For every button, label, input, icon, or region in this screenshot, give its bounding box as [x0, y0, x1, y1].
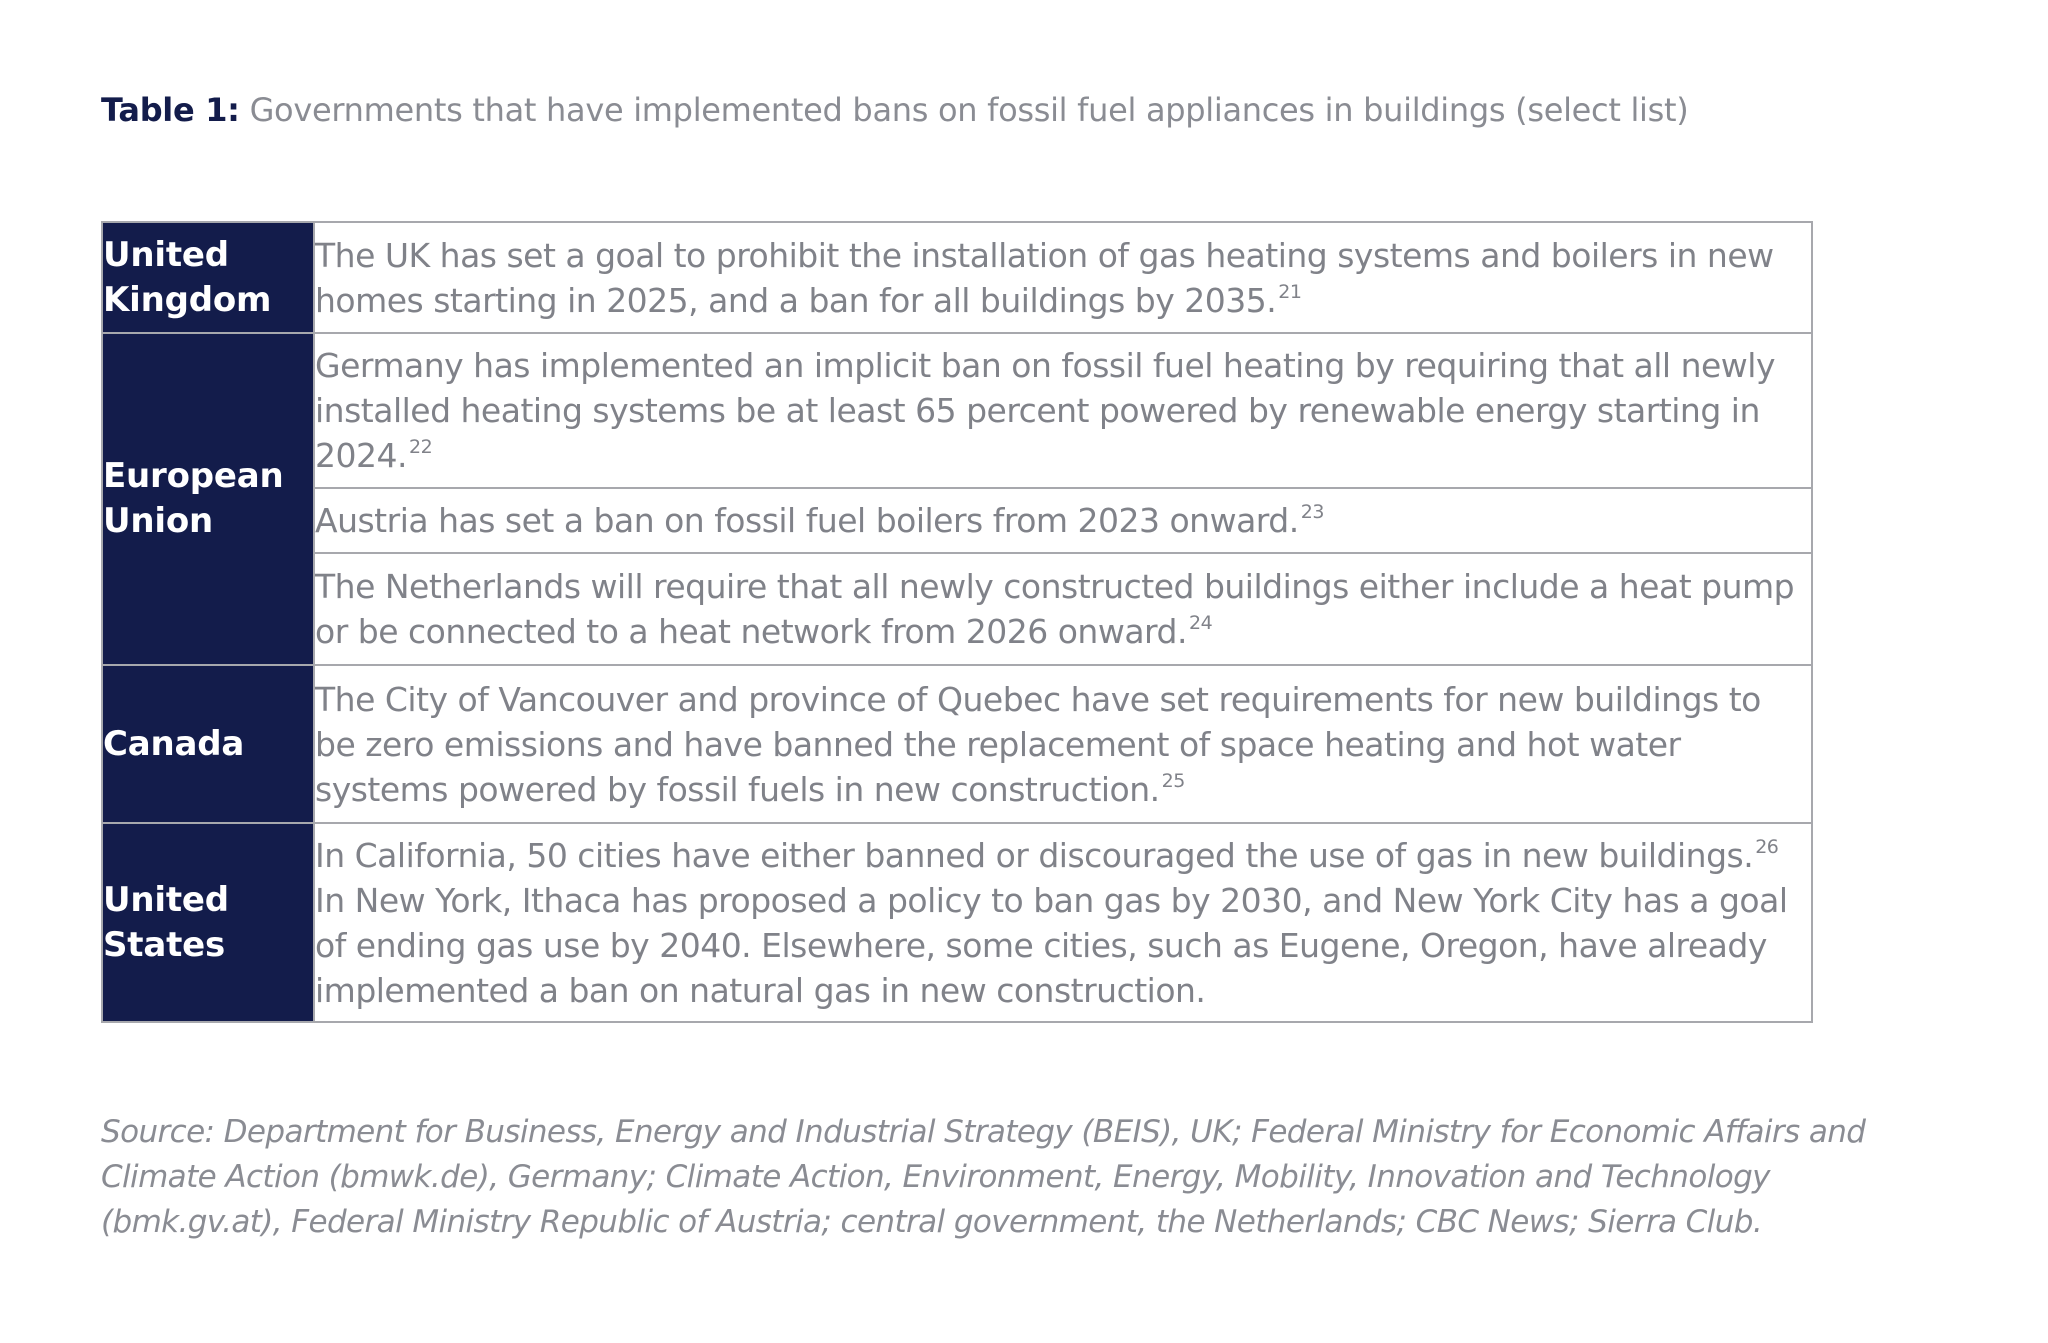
policy-text-continued: In New York, Ithaca has proposed a policy to ban gas by 2030, and New York City has a goal of ending gas use by 2040. Elsewhere, some cities, such as Eugene, Oregon, have already implemented a ban on natural gas in new construction. — [315, 880, 1788, 1010]
country-cell — [102, 665, 314, 823]
source-line: (bmk.gv.at), Federal Ministry Republic of Austria; central government, the Netherlands; CBC News; Sierra Club. — [101, 1204, 1763, 1240]
country-name-line: Union — [103, 501, 214, 541]
table-row-united-kingdom — [102, 222, 1812, 333]
policy-description-netherlands — [314, 553, 1812, 665]
source-line: Climate Action (bmwk.de), Germany; Climate Action, Environment, Energy, Mobility, Innovation and Technology — [101, 1159, 1770, 1195]
country-cell — [102, 222, 314, 333]
footnote-ref: 24 — [1188, 612, 1213, 634]
policy-description — [314, 823, 1812, 1022]
table-row-canada — [102, 665, 1812, 823]
policy-text: The Netherlands will require that all newly constructed buildings either include a heat pump or be connected to a heat network from 2026 onward. — [315, 567, 1795, 651]
policy-description-austria — [314, 488, 1812, 553]
policy-text: The UK has set a goal to prohibit the installation of gas heating systems and boilers in new homes starting in 2025, and a ban for all buildings by 2035. — [315, 235, 1774, 320]
policy-text: Austria has set a ban on fossil fuel boilers from 2023 onward. — [315, 501, 1299, 540]
policy-description — [314, 665, 1812, 823]
country-name-line: United — [103, 879, 229, 920]
footnote-ref: 21 — [1278, 280, 1302, 303]
country-name-line: United — [103, 234, 229, 275]
policy-text: The City of Vancouver and province of Quebec have set requirements for new buildings to be zero emissions and have banned the replacement of space heating and hot water systems powered by fossil fuels in new construction. — [315, 679, 1761, 809]
footnote-ref: 23 — [1300, 501, 1324, 523]
policy-description-germany — [314, 333, 1812, 488]
table-row-european-union-netherlands — [102, 553, 1812, 665]
table-row-european-union-austria — [102, 488, 1812, 553]
table-number-label: Table 1: — [101, 91, 240, 129]
country-cell — [102, 823, 314, 1022]
fossil-fuel-bans-table — [101, 221, 1813, 1023]
country-name-line: Kingdom — [103, 279, 272, 320]
policy-description — [314, 222, 1812, 333]
policy-text: Germany has implemented an implicit ban on fossil fuel heating by requiring that all newly installed heating systems be at least 65 percent powered by renewable energy starting in 2024. — [315, 346, 1775, 475]
country-name-line: Canada — [103, 723, 245, 764]
policy-text: In California, 50 cities have either banned or discouraged the use of gas in new buildings. — [315, 835, 1754, 875]
table-row-united-states — [102, 823, 1812, 1022]
table-caption — [101, 88, 1688, 132]
footnote-ref: 25 — [1161, 769, 1185, 792]
source-line: Source: Department for Business, Energy and Industrial Strategy (BEIS), UK; Federal Ministry for Economic Affairs and — [101, 1114, 1866, 1150]
table-row-european-union — [102, 333, 1812, 488]
source-note — [101, 1110, 2001, 1245]
country-cell — [102, 333, 314, 665]
footnote-ref: 26 — [1755, 835, 1779, 858]
country-name-line: States — [103, 924, 226, 965]
country-name-line: European — [103, 456, 284, 496]
footnote-ref: 22 — [408, 436, 433, 458]
table-title: Governments that have implemented bans on fossil fuel appliances in buildings (select list) — [249, 91, 1689, 129]
